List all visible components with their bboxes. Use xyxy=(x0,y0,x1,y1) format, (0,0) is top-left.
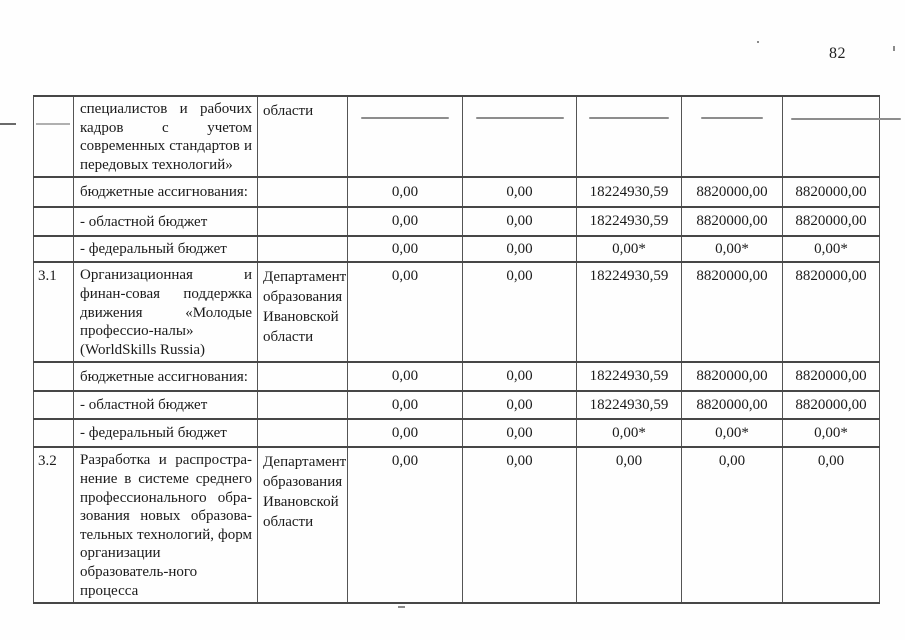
cell-amount: 18224930,59 xyxy=(577,207,682,236)
cell-amount: 0,00 xyxy=(463,391,577,419)
cell-amount: 8820000,00 xyxy=(682,362,783,391)
cell-activity-name: специалистов и рабочих кадров с учетом современных стандартов и передовых технологий» xyxy=(74,96,258,177)
cell-amount: 0,00* xyxy=(682,236,783,262)
cell-amount: 0,00 xyxy=(348,262,463,362)
cell-executor: области xyxy=(258,96,348,177)
cell-amount: 0,00 xyxy=(463,236,577,262)
cell-executor xyxy=(258,207,348,236)
cell-amount: 0,00* xyxy=(577,419,682,447)
cell-amount: 0,00 xyxy=(348,236,463,262)
cell-activity-name: Организационная и финан-совая поддержка движения «Молодые профессио-налы» (WorldSkills Russia) xyxy=(74,262,258,362)
empty-cell-dash xyxy=(476,117,564,119)
margin-dash-mark xyxy=(0,123,16,125)
scan-speck xyxy=(757,41,759,43)
table-row xyxy=(34,362,880,391)
cell-amount xyxy=(682,96,783,177)
table-row xyxy=(34,236,880,262)
cell-amount xyxy=(783,96,880,177)
empty-cell-dash xyxy=(791,118,901,120)
cell-amount: 8820000,00 xyxy=(783,207,880,236)
cell-executor xyxy=(258,177,348,207)
table-row xyxy=(34,447,880,603)
cell-executor xyxy=(258,236,348,262)
cell-number xyxy=(34,419,74,447)
cell-amount xyxy=(577,96,682,177)
cell-amount: 0,00 xyxy=(348,177,463,207)
scan-speck xyxy=(398,606,405,608)
empty-cell-dash xyxy=(589,117,669,119)
cell-number: 3.2 xyxy=(34,447,74,603)
empty-cell-dash xyxy=(361,117,449,119)
cell-amount: 8820000,00 xyxy=(682,262,783,362)
cell-number xyxy=(34,207,74,236)
cell-amount: 0,00 xyxy=(463,362,577,391)
cell-amount: 8820000,00 xyxy=(682,177,783,207)
cell-amount: 0,00 xyxy=(783,447,880,603)
cell-activity-name: - федеральный бюджет xyxy=(74,236,258,262)
table-row xyxy=(34,177,880,207)
cell-executor xyxy=(258,391,348,419)
cell-amount: 0,00 xyxy=(682,447,783,603)
cell-amount: 8820000,00 xyxy=(682,207,783,236)
cell-number xyxy=(34,236,74,262)
cell-amount: 0,00* xyxy=(682,419,783,447)
cell-number xyxy=(34,177,74,207)
table-row xyxy=(34,419,880,447)
cell-executor: Департамент образования Ивановской области xyxy=(258,447,348,603)
cell-number xyxy=(34,391,74,419)
table-row xyxy=(34,207,880,236)
budget-table xyxy=(33,95,880,604)
cell-amount: 0,00 xyxy=(348,391,463,419)
cell-amount: 0,00 xyxy=(463,207,577,236)
cell-activity-name: - федеральный бюджет xyxy=(74,419,258,447)
cell-amount: 0,00 xyxy=(463,177,577,207)
cell-amount: 0,00 xyxy=(348,447,463,603)
cell-amount: 0,00 xyxy=(348,207,463,236)
scan-speck xyxy=(893,46,895,51)
cell-amount xyxy=(348,96,463,177)
cell-executor: Департамент образования Ивановской области xyxy=(258,262,348,362)
cell-amount: 0,00 xyxy=(463,447,577,603)
cell-activity-name: - областной бюджет xyxy=(74,207,258,236)
cell-amount: 18224930,59 xyxy=(577,391,682,419)
empty-cell-dash xyxy=(701,117,763,119)
cell-activity-name: бюджетные ассигнования: xyxy=(74,177,258,207)
cell-amount xyxy=(463,96,577,177)
table-row xyxy=(34,391,880,419)
cell-amount: 0,00 xyxy=(463,262,577,362)
cell-amount: 0,00 xyxy=(577,447,682,603)
cell-amount: 0,00* xyxy=(783,419,880,447)
cell-executor xyxy=(258,419,348,447)
cell-number xyxy=(34,362,74,391)
table-row xyxy=(34,262,880,362)
cell-amount: 18224930,59 xyxy=(577,177,682,207)
cell-amount: 18224930,59 xyxy=(577,262,682,362)
cell-amount: 0,00* xyxy=(783,236,880,262)
cell-amount: 0,00* xyxy=(577,236,682,262)
cell-activity-name: Разработка и распростра-нение в системе среднего профессионального обра-зования новых образова-тельных технологий, форм организации образователь-ного процесса xyxy=(74,447,258,603)
cell-amount: 8820000,00 xyxy=(682,391,783,419)
cell-number: 3.1 xyxy=(34,262,74,362)
cell-number xyxy=(34,96,74,177)
cell-amount: 0,00 xyxy=(463,419,577,447)
cell-amount: 8820000,00 xyxy=(783,262,880,362)
cell-amount: 18224930,59 xyxy=(577,362,682,391)
cell-activity-name: бюджетные ассигнования: xyxy=(74,362,258,391)
cell-amount: 8820000,00 xyxy=(783,391,880,419)
table-row xyxy=(34,96,880,177)
cell-executor xyxy=(258,362,348,391)
cell-amount: 0,00 xyxy=(348,362,463,391)
cell-activity-name: - областной бюджет xyxy=(74,391,258,419)
cell-amount: 8820000,00 xyxy=(783,177,880,207)
cell-amount: 0,00 xyxy=(348,419,463,447)
page-number: 82 xyxy=(829,45,846,62)
cell-amount: 8820000,00 xyxy=(783,362,880,391)
